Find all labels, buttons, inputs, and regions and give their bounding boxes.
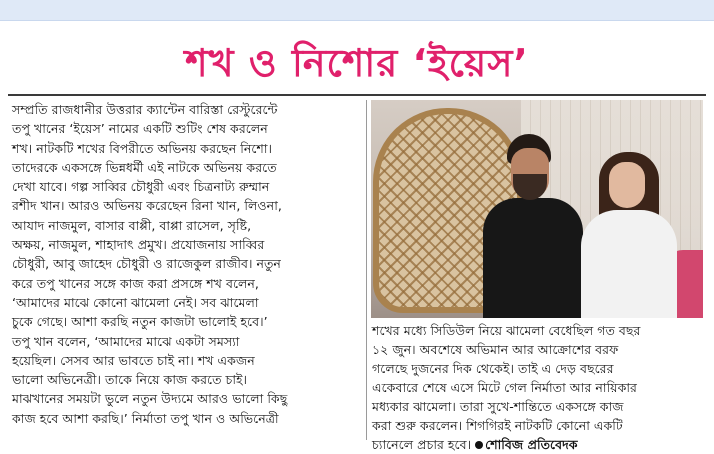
- bullet-dot-icon: [475, 441, 483, 449]
- photo-actress-face: [609, 162, 645, 208]
- photo-actor-figure: [483, 198, 583, 318]
- headline-rule: [8, 94, 706, 96]
- caption-body: শখের মধ্যে সিডিউল নিয়ে ঝামেলা বেধেছিল গত বছর ১২ জুন। অবশেষে অভিমান আর আক্রোশের বরফ গলেছে দুজনের দিক থেকেই। তাই এ দেড় বছরের একেবারে শেষে এসে মিটে গেল নির্মাতা আর নায়িকার মধ্যকার ঝামেলা। তারা সুখে-শান্তিতে একসঙ্গে কাজ করা শুরু করলেন। শিগগিরই নাটকটি কোনো একটি চ্যানেলে প্রচার হবে।: [372, 323, 641, 452]
- article-headline: শখ ও নিশোর ‘ইয়েস’: [185, 41, 529, 85]
- top-color-band: [0, 0, 714, 21]
- article-body-text: সম্প্রতি রাজধানীর উত্তরার ক্যান্টেন বারিস্তা রেস্টুরেন্টে তপু খানের ‘ইয়েস’ নামের একটি শুটিং শেষ করলেন শখ। নাটকটি শখের বিপরীতে অভিনয় করছেন নিশো। তাদেরকে একসঙ্গে ভিন্নধর্মী এই নাটকে অভিনয় করতে দেখা যাবে। গল্প সাব্বির চৌধুরী এবং চিত্রনাট্য রুম্মান রশীদ খান। আরও অভিনয় করেছেন রিনা খান, লিওনা, আযাদ নাজমুল, বাসার বাপ্পী, বাপ্পা রাসেল, সৃষ্টি, অক্ষয়, নাজমুল, শাহাদাৎ প্রমুখ। প্রযোজনায় সাব্বির চৌধুরী, আবু জাহেদ চৌধুরী ও রাজেকুল রাজীব। নতুন করে তপু খানের সঙ্গে কাজ করা প্রসঙ্গে শখ বলেন, ‘আমাদের মাঝে কোনো ঝামেলা নেই। সব ঝামেলা চুকে গেছে। আশা করছি নতুন কাজটা ভালোই হবে।’ তপু খান বলেন, ‘আমাদের মাঝে একটা সমস্যা হয়েছিল। সেসব আর ভাবতে চাই না। শখ একজন ভালো অভিনেত্রী। তাকে নিয়ে কাজ করতে চাই। মাঝখানের সময়টা ভুলে নতুন উদ্যমে আরও ভালো কিছু কাজ হবে আশা করছি।’ নির্মাতা তপু খান ও অভিনেত্রী: [12, 102, 288, 426]
- caption-text: [372, 321, 704, 454]
- article-photo: [371, 100, 703, 318]
- reporter-byline: শোবিজ প্রতিবেদক: [485, 437, 578, 452]
- article-body-column: [12, 100, 362, 428]
- column-divider: [366, 100, 367, 440]
- photo-caption-column: [372, 321, 704, 454]
- photo-actress-figure: [581, 210, 677, 318]
